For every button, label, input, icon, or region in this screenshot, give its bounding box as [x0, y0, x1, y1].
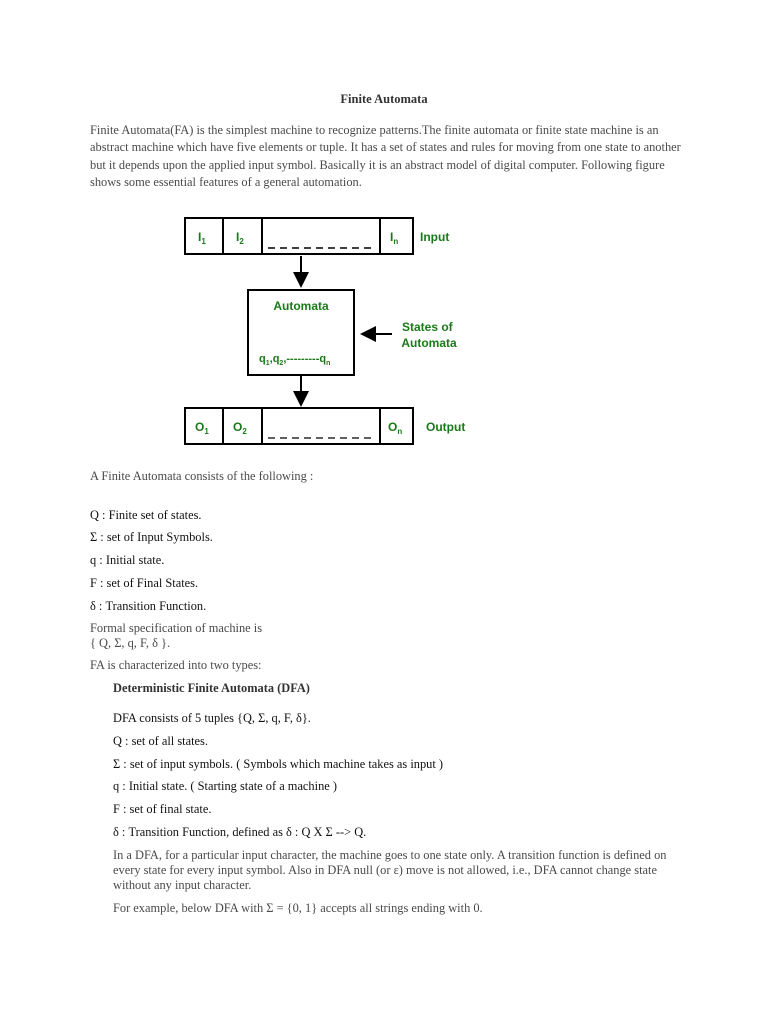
fa-item-initial: q : Initial state. — [90, 553, 165, 567]
fa-item-final: F : set of Final States. — [90, 576, 199, 590]
output-cell-n: $O_n$ — [388, 420, 403, 436]
formal-spec-line2: { Q, Σ, q, F, δ }. — [90, 636, 171, 650]
input-label: Input — [420, 230, 450, 244]
dfa-item-states: Q : set of all states. — [113, 734, 208, 748]
dfa-example: For example, below DFA with Σ = {0, 1} accepts all strings ending with 0. — [113, 901, 483, 915]
output-cell-2: $O_2$ — [233, 420, 247, 436]
output-label: Output — [426, 420, 466, 434]
fa-heading: A Finite Automata consists of the following : — [90, 469, 314, 483]
dfa-item-symbols: Σ : set of input symbols. ( Symbols which machine takes as input ) — [113, 757, 444, 771]
output-tape — [185, 408, 413, 444]
page-title: Finite Automata — [340, 92, 428, 106]
input-cell-2: $I_2$ — [236, 230, 244, 246]
dfa-heading: Deterministic Finite Automata (DFA) — [113, 681, 310, 695]
input-cell-n: $I_n$ — [390, 230, 399, 246]
fa-item-transition: δ : Transition Function. — [90, 599, 207, 613]
dfa-item-final: F : set of final state. — [113, 802, 212, 816]
states-of-label: States of Automata — [401, 320, 457, 350]
input-cell-1: $I_1$ — [198, 230, 206, 246]
intro-paragraph: Finite Automata(FA) is the simplest machine to recognize patterns.The finite automata or finite state machine is an abstract machine which have five elements or tuple. It has a set of states and rules for moving from one state to another but it depends upon the applied input symbol. Basically it is an abstract model of digital computer. Following figure shows some essential features of a general automation. — [90, 123, 681, 189]
automata-states: $q_1,q_2,---------q_n$ — [259, 353, 331, 367]
fa-item-states: Q : Finite set of states. — [90, 508, 202, 522]
automaton-diagram — [180, 210, 480, 450]
fa-item-symbols: Σ : set of Input Symbols. — [90, 530, 213, 544]
dfa-description: In a DFA, for a particular input character, the machine goes to one state only. A transition function is defined on every state for every input symbol. Also in DFA null (or ε) move is not allowed, i.e., DFA cannot change state without any input character. — [113, 848, 667, 892]
dfa-item-initial: q : Initial state. ( Starting state of a machine ) — [113, 779, 337, 793]
formal-spec-line1: Formal specification of machine is — [90, 621, 263, 635]
dfa-item-tuples: DFA consists of 5 tuples {Q, Σ, q, F, δ}. — [113, 711, 311, 725]
output-cell-1: $O_1$ — [195, 420, 209, 436]
automata-box — [248, 290, 354, 375]
automata-label: Automata — [273, 299, 329, 313]
fa-types-line: FA is characterized into two types: — [90, 658, 262, 672]
input-tape — [185, 218, 413, 254]
dfa-item-transition: δ : Transition Function, defined as δ : Q X Σ --> Q. — [113, 825, 367, 839]
